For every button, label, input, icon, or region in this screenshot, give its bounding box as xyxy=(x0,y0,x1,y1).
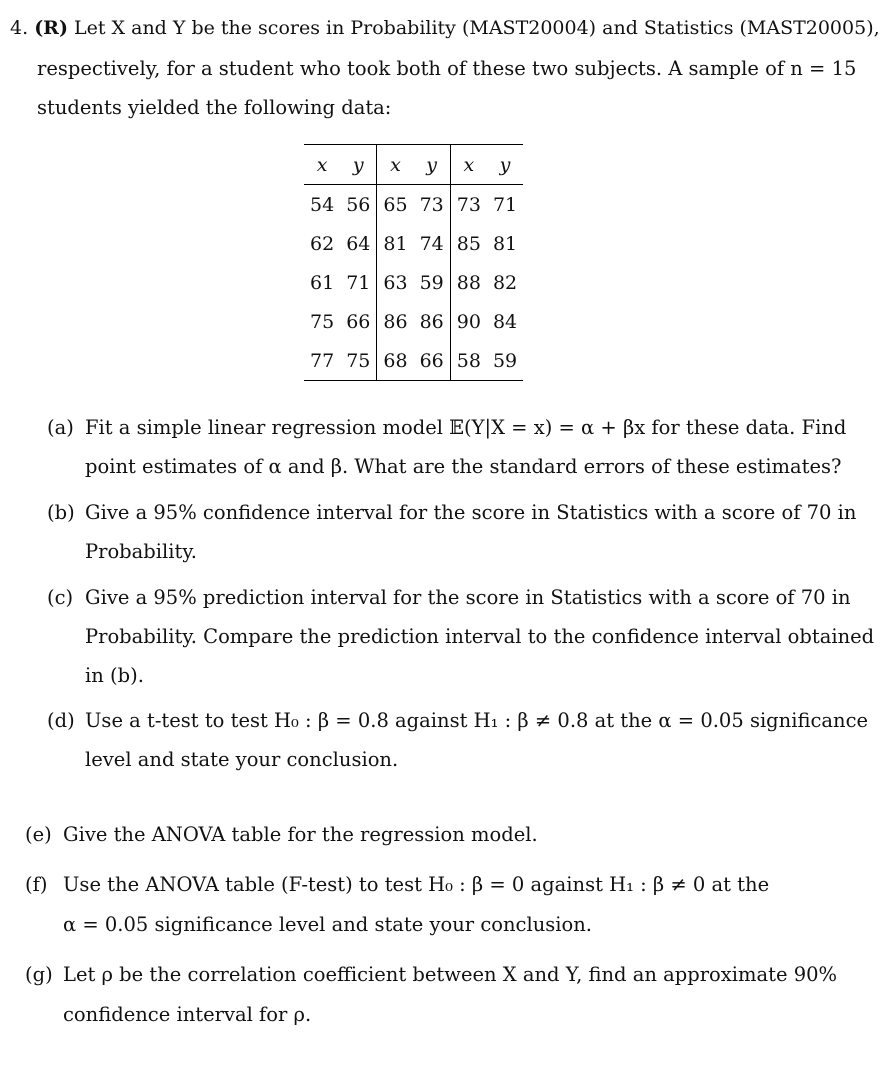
table-row xyxy=(304,224,523,263)
part-a-label: (a) xyxy=(47,416,74,439)
part-a-text-1: Fit a simple linear regression model 𝔼(Y|X = x) = α + βx for these data. Find xyxy=(85,416,847,439)
part-f-line-1 xyxy=(25,873,769,896)
table-row xyxy=(304,185,523,225)
table-cell: 66 xyxy=(419,349,444,372)
problem-number: 4. xyxy=(10,17,29,39)
part-d-text-1: Use a t-test to test H₀ : β = 0.8 against H₁ : β ≠ 0.8 at the α = 0.05 significance xyxy=(85,709,869,732)
table-cell: 74 xyxy=(419,232,444,255)
table-cell: 75 xyxy=(346,349,371,372)
header-x-3: x xyxy=(450,145,487,185)
problem-intro-line-3: students yielded the following data: xyxy=(37,96,392,119)
table-cell: 61 xyxy=(310,271,335,294)
table-cell: 64 xyxy=(346,232,371,255)
part-b-line-1 xyxy=(47,501,856,524)
table-cell: 54 xyxy=(310,193,335,216)
header-y-2: y xyxy=(414,145,451,185)
table-header-row xyxy=(304,145,523,185)
intro-text-1: Let X and Y be the scores in Probability (MAST20004) and Statistics (MAST20005), xyxy=(67,17,880,39)
part-b-text-1: Give a 95% confidence interval for the score in Statistics with a score of 70 in xyxy=(85,501,857,524)
table-cell: 62 xyxy=(310,232,335,255)
table-cell: 56 xyxy=(346,193,371,216)
problem-intro-line-1 xyxy=(10,17,880,39)
part-d-label: (d) xyxy=(47,709,75,732)
header-x-1: x xyxy=(304,145,340,185)
part-f-line-2: α = 0.05 significance level and state your conclusion. xyxy=(63,913,593,936)
table-cell: 66 xyxy=(346,310,371,333)
part-c-line-1 xyxy=(47,586,851,609)
table-cell: 77 xyxy=(310,349,335,372)
table-row xyxy=(304,302,523,341)
header-y-3: y xyxy=(487,145,523,185)
part-d-line-1 xyxy=(47,709,868,732)
table-cell: 73 xyxy=(419,193,444,216)
table-cell: 86 xyxy=(419,310,444,333)
table-cell: 75 xyxy=(310,310,335,333)
table-cell: 63 xyxy=(377,263,414,302)
problem-intro-line-2: respectively, for a student who took both of these two subjects. A sample of n = 15 xyxy=(37,57,857,80)
part-g-line-1 xyxy=(25,963,837,986)
part-a-line-2: point estimates of α and β. What are the standard errors of these estimates? xyxy=(85,455,842,478)
part-c-line-3: in (b). xyxy=(85,664,144,687)
table-cell: 86 xyxy=(377,302,414,341)
table-cell: 82 xyxy=(492,271,518,294)
table-cell: 81 xyxy=(492,232,518,255)
part-f-text-1: Use the ANOVA table (F-test) to test H₀ : β = 0 against H₁ : β ≠ 0 at the xyxy=(63,873,770,896)
part-f-label: (f) xyxy=(25,873,48,896)
table-cell: 68 xyxy=(377,341,414,381)
part-e-text-1: Give the ANOVA table for the regression model. xyxy=(63,823,538,846)
part-a-line-1 xyxy=(47,416,846,439)
table-cell: 90 xyxy=(450,302,487,341)
table-cell: 73 xyxy=(450,185,487,225)
part-c-label: (c) xyxy=(47,586,74,609)
data-table xyxy=(304,144,523,381)
part-d-line-2: level and state your conclusion. xyxy=(85,748,399,771)
table-cell: 58 xyxy=(450,341,487,381)
part-b-label: (b) xyxy=(47,501,75,524)
table-cell: 81 xyxy=(377,224,414,263)
part-e-label: (e) xyxy=(25,823,52,846)
problem-tag: (R) xyxy=(34,17,68,39)
part-g-label: (g) xyxy=(25,963,53,986)
part-g-line-2: confidence interval for ρ. xyxy=(63,1003,312,1026)
table-row xyxy=(304,341,523,381)
header-y-1: y xyxy=(340,145,377,185)
table-row xyxy=(304,263,523,302)
table-cell: 85 xyxy=(450,224,487,263)
table-cell: 59 xyxy=(492,349,518,372)
table-cell: 88 xyxy=(450,263,487,302)
part-c-line-2: Probability. Compare the prediction interval to the confidence interval obtained xyxy=(85,625,875,648)
table-cell: 71 xyxy=(492,193,518,216)
table-cell: 84 xyxy=(492,310,518,333)
part-g-text-1: Let ρ be the correlation coefficient between X and Y, find an approximate 90% xyxy=(63,963,838,986)
table-cell: 65 xyxy=(377,185,414,225)
table-cell: 71 xyxy=(346,271,371,294)
part-b-line-2: Probability. xyxy=(85,540,197,563)
part-c-text-1: Give a 95% prediction interval for the score in Statistics with a score of 70 in xyxy=(85,586,851,609)
part-e-line-1 xyxy=(25,823,538,846)
header-x-2: x xyxy=(377,145,414,185)
table-cell: 59 xyxy=(419,271,444,294)
